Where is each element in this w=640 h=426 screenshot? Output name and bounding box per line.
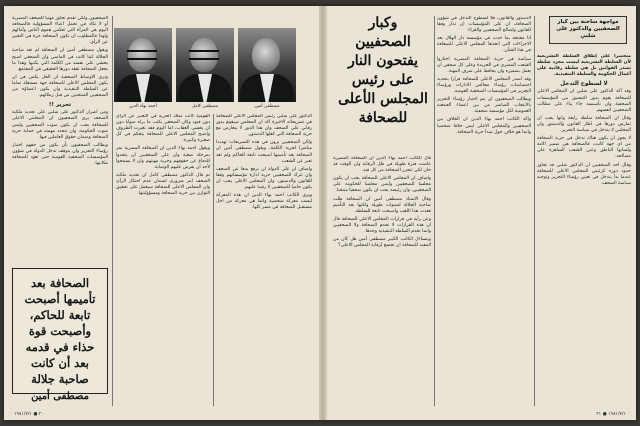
paragraph: وترى الاوساط الصحفية ان الحل يكمن في ان يكون المجلس الاعلى للصحافة جهة مستقلة تماما عن السلطة التنفيذية وان يكون اعضاؤه من الصحفيين المنتخبين من قبل زملائهم. <box>12 74 108 99</box>
page-folio: ٢٠ ● ١٩٨١/٧/١ <box>14 412 44 417</box>
paragraph: ويطالب الصحفيون ان يتم اختيار رؤساء التحرير بالانتخاب المباشر من بين اعضاء الجمعية العمومية لكل مؤسسة صحفية. <box>437 97 531 115</box>
headline-line: المجلس الأعلى <box>338 91 428 107</box>
article-headline <box>335 14 431 128</box>
paragraph: سياسة في حرية الصحافة المصرية اختاروا الشعب المصري في الجريدة وعلى كل صحفي ان يعمل بضميره وان يحافظ على شرف المهنة. <box>437 56 531 74</box>
paragraph: ويقول احمد بهاء الدين ان الصحافة المصرية تمر بمرحلة صعبة وان على الصحفيين ان يتحدوا للدفاع عن حقوقهم وحرية مهنتهم وان لا يسمحوا لأحد ان يفرض عليهم الوصاية. <box>116 146 210 170</box>
column-rule <box>112 16 113 406</box>
portrait-photo-2 <box>176 28 234 102</box>
paragraph: الصحفيون ولكي تقدم تجاوز مهنيا للصحف المصرية أو لا تكاد في تحمل اعباء المسؤولية فالصحافة اليوم هي المرآة التي تعكس هموم الناس وآمالهم ولهذا فالمطلوب ان تكون الصحافة حرة في التعبير عن الرأي. <box>12 16 108 46</box>
left-page-column-1 <box>12 16 108 262</box>
paragraph: ولكن الصحفيين يرون في هذه التصريحات تهديدا مباشرا لحرية الكلمة، ويقول مصطفى أمين ان الصحافة بعد تأميمها اصبحت تابعة للحاكم ولم تعد تعبر عن الشعب. <box>216 140 312 164</box>
column-rule <box>434 16 435 406</box>
paragraph: ويتساءل الكاتب الكبير مصطفى أمين هل كان من المفيد للصحافة ان تخضع لرقابة المجلس الاعلى؟ <box>333 237 431 249</box>
headline-line: الصحفيين <box>355 34 411 50</box>
paragraph: وعن رأيه في قرارات المجلس الاعلى للصحافة قال ان هذه القرارات لا تخدم الصحافة ولا الصحفيين وانما تخدم السلطة التنفيذية وحدها. <box>333 216 431 235</box>
paragraph: واضاف ان المجلس الاعلى للصحافة يجب ان يكون مجلسا للصحفيين وليس مجلسا للحكومة على الصحفيين، وان رئيسه يجب ان يكون صحفيا منتخبا. <box>333 176 431 194</box>
paragraph: انا مقتنعة بما حدث في مؤسسة دار الهلال بعد الاجراءات التي اتخذها المجلس الاعلى للصحافة في هذا الشأن. <box>437 36 531 54</box>
paragraph: الدستور والقانون، فلا لسطوح التدخل في شؤون الصحافة، ان على المؤسسات ان تدار وفقا للقانون ولصالح الصحفيين والقراء. <box>437 16 531 34</box>
headline-line: يفتحون النار <box>347 53 419 69</box>
portrait-photo-3 <box>238 28 296 102</box>
pull-quote-author: مصطفى أمين <box>31 391 89 402</box>
paragraph: القومية كانت تملك الحرية في التعبير عن الرأي دون قيود وكان الصحفي يكتب ما يراه صوابا دون ان يخشى العقاب، اما اليوم فقد تغيرت الظروف واصبح المجلس الاعلى للصحافة يتحكم في كل صغيرة وكبيرة. <box>116 114 210 144</box>
subheading: لا لسطوح التدخل <box>560 81 608 88</box>
article-kicker: مواجهة ساخنة بين كبار الصحفيين والدكتور على شلبي <box>549 16 627 44</box>
paragraph: وقال الاستاذ مصطفى أمين ان الصحافة ظلت صاحبة الجلالة لسنوات طويلة ولكنها بعد التأميم فقدت هذا اللقب واصبحت تابعة للسلطة. <box>333 196 431 214</box>
paragraph: ثم قال الدكتور مصطفى كامل ان تحديد ملكية الصحف امر ضروري لضمان عدم احتكار الرأي وان المجلس الاعلى للصحافة سيعمل على تحقيق التوازن بين حرية الصحافة ومسؤوليتها. <box>116 172 210 197</box>
paragraph: لا يجوز ان يكون هناك تدخل في حرية الصحافة من اي جهة كانت، فالصحافة هي ضمير الامة ولسانها الناطق وعين الشعب الساهرة على مصالحه. <box>537 136 631 160</box>
column-rule <box>213 114 214 406</box>
paragraph: وقد أكد الدكتور على شلبي ان المجلس الاعلى للصحافة يقوم بدور التنسيق بين المؤسسات الصحفية وان تأسيسه جاء بناء على مطالب الصحفيين انفسهم. <box>537 89 631 113</box>
headline-line: وكبار <box>368 15 398 31</box>
photo-caption: مصطفى أمين <box>254 104 280 109</box>
right-page-column-2 <box>437 16 531 406</box>
subheading: تحرير !! <box>48 102 72 109</box>
paragraph: وقال احد الصحفيين ان الدكتور شلبي قد تجاوز حدود دوره كرئيس للمجلس الاعلى للصحافة عندما بدأ يتدخل في تعيين رؤساء التحرير وتوجيه سياسة الصحف. <box>537 162 631 186</box>
photo-caption: مصطفى كامل <box>191 104 219 109</box>
left-page-column-2 <box>116 114 210 406</box>
paragraph: واكد الكاتب احمد بهاء الدين ان الخلاف بين الصحفيين والمجلس الاعلى ليس خلافا شخصيا وانما هو خلاف حول مبدأ حرية الصحافة. <box>437 117 531 135</box>
right-page-column-1 <box>537 54 631 406</box>
page-folio: ١٩٨١/٧/١ ● ٢١ <box>596 412 626 417</box>
paragraph: الدكتور على شلبي رئيس المجلس الاعلى للصحافة في تصريحاته الاخيرة اكد ان المجلس سيقوم بدور رقابي على الصحف وان هذا الدور لا يتعارض مع حرية الصحافة التي كفلها الدستور. <box>216 114 312 138</box>
paragraph: ومن اصرار الدكتور على شلبي على تحديد ملكية الصحف يرى الصحفيون ان المجلس الاعلى للصحافة يجب ان يكون صوت الصحفيين وليس صوت الحكومة، وان تتحدد مهمته في حماية حرية الصحافة وضمان حقوق العاملين فيها. <box>12 110 108 140</box>
paragraph: واضاف ان على الدولة ان ترفع يدها عن الصحف وان تترك للصحفيين حرية ادارة مؤسساتهم وفقا للقانون والدستور، وان المجلس الاعلى يجب ان يكون حاميا للصحفيين لا رقيبا عليهم. <box>216 166 312 191</box>
left-page-column-3 <box>216 114 312 406</box>
pull-quote-text: الصحافة بعد تأميمها أصبحت تابعة للحاكم، وأصبحت قوة حذاء في قدمه بعد أن كانت صاحبة جلالة <box>24 276 96 386</box>
binding-gutter <box>319 6 327 420</box>
headline-line: للصحافة <box>358 110 408 126</box>
magazine-spread <box>4 6 636 420</box>
portrait-photo-1 <box>114 28 172 102</box>
left-page <box>4 6 319 420</box>
paragraph: وقال ان الصحافة سلطة رابعة وانها يجب ان تمارس دورها في اطار القانون والدستور وان المجلس لا يتدخل في سياسة التحرير. <box>537 115 631 134</box>
photo-caption: أحمد بهاء الدين <box>129 104 157 109</box>
pull-quote-box <box>12 268 108 402</box>
right-page <box>327 6 636 420</box>
paragraph: قال الكاتب احمد بهاء الدين ان الصحافة المصرية عاشت فترة طويلة في ظل الرقابة وان الوقت قد حان لكي تتحرر الصحافة من كل قيد. <box>333 156 431 174</box>
paragraph: وقد اصدر المجلس الاعلى للصحافة قرارا بتحديد اختصاصات رؤساء مجالس الادارات ورؤساء التحرير في المؤسسات الصحفية القومية. <box>437 76 531 95</box>
paragraph: ويرى الكاتب احمد بهاء الدين ان هذه المعركة ليست معركة شخصية وانما هي معركة من اجل مستقبل الصحافة في مصر كلها. <box>216 193 312 211</box>
right-page-column-3 <box>333 156 431 406</box>
paragraph: ويطالب الصحفيون بأن يكون من حقهم اختيار رؤساء التحرير وان يتوقف تدخل الدولة في شؤون المؤسسات الصحفية القومية حتى تعود للصحافة مكانتها. <box>12 142 108 167</box>
headline-line: على رئيس <box>351 72 415 88</box>
intro-paragraph: منحصرا على إطلاق السلطة التشريعية لأن السلطة التشريعية ليست مجرد سلطة تصدر القوانين بل هي سلطة رقابية على أعمال الحكومة والسلطة التنفيذية. <box>537 54 631 78</box>
paragraph: ويقول مصطفى أمين ان الصحافة لم تعد صاحبة الجلالة كما كانت في الماضي وان الصحفي اصبح يخشى على نفسه من الكلمة التي يكتبها وهذا ما يجعل الصحافة تفقد دورها الحقيقي في المجتمع. <box>12 48 108 72</box>
column-rule <box>534 16 535 406</box>
